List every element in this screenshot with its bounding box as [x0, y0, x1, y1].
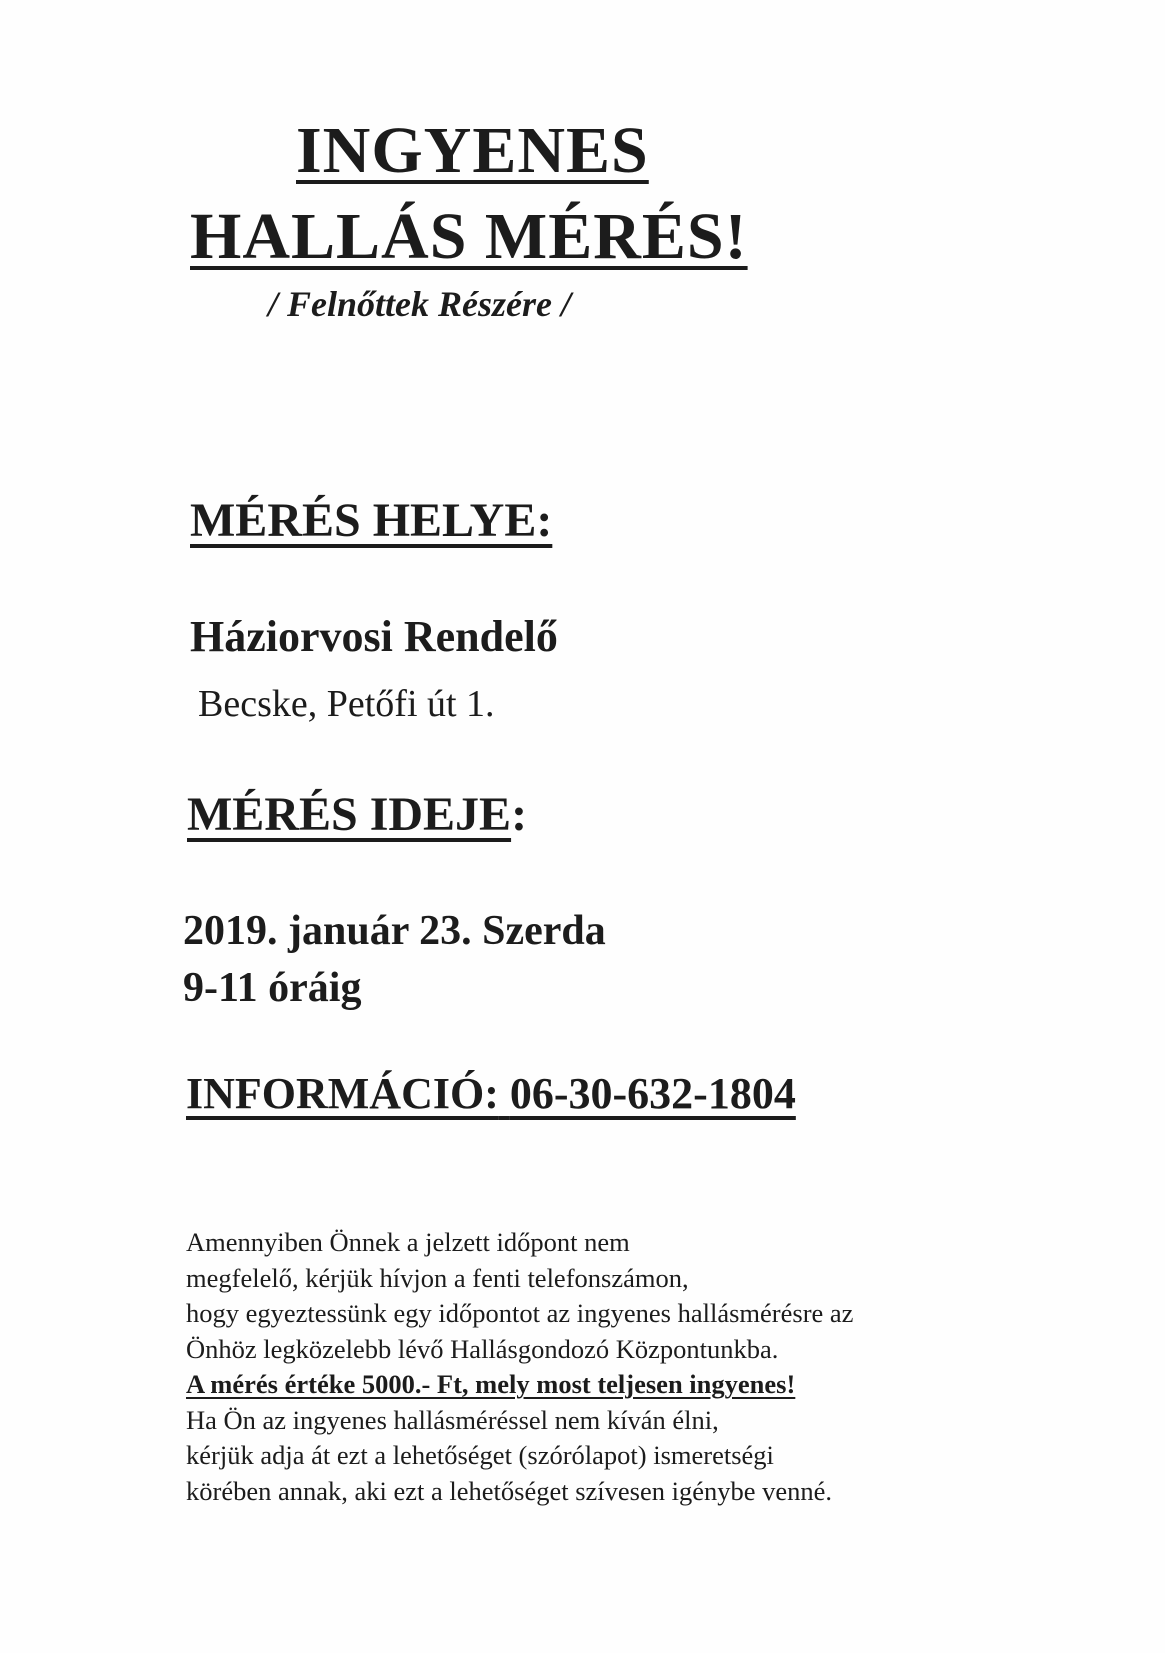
event-date: 2019. január 23. Szerda	[183, 908, 606, 954]
body-line: Ha Ön az ingyenes hallásméréssel nem kíván élni,	[186, 1404, 719, 1435]
price-line: A mérés értéke 5000.- Ft, mely most teljesen ingyenes!	[186, 1369, 796, 1399]
info-phone: 06-30-632-1804	[509, 1069, 796, 1118]
info-label: INFORMÁCIÓ:	[186, 1069, 499, 1118]
body-line: Amennyiben Önnek a jelzett időpont nem	[186, 1227, 630, 1257]
event-hours: 9-11 óráig	[183, 965, 362, 1011]
time-heading-text: MÉRÉS IDEJE	[187, 788, 512, 841]
time-heading	[187, 788, 528, 841]
body-line: megfelelő, kérjük hívjon a fenti telefonszámon,	[186, 1262, 689, 1293]
time-heading-colon: :	[511, 788, 528, 841]
body-line: körében annak, aki ezt a lehetőséget szívesen igénybe venné.	[186, 1475, 833, 1506]
body-line: kérjük adja át ezt a lehetőséget (szórólapot) ismeretségi	[186, 1440, 774, 1470]
venue-address: Becske, Petőfi út 1.	[198, 683, 495, 725]
title-line-1: INGYENES	[296, 114, 649, 187]
place-heading: MÉRÉS HELYE:	[190, 494, 553, 547]
venue-name: Háziorvosi Rendelő	[190, 612, 558, 661]
info-line	[186, 1069, 796, 1118]
body-line: Önhöz legközelebb lévő Hallásgondozó Központunkba.	[186, 1333, 779, 1364]
subtitle: / Felnőttek Részére /	[268, 284, 571, 324]
title-line-2: HALLÁS MÉRÉS!	[190, 200, 748, 273]
body-line: hogy egyeztessünk egy időpontot az ingyenes hallásmérésre az	[186, 1298, 854, 1328]
body-paragraph	[186, 1225, 853, 1509]
